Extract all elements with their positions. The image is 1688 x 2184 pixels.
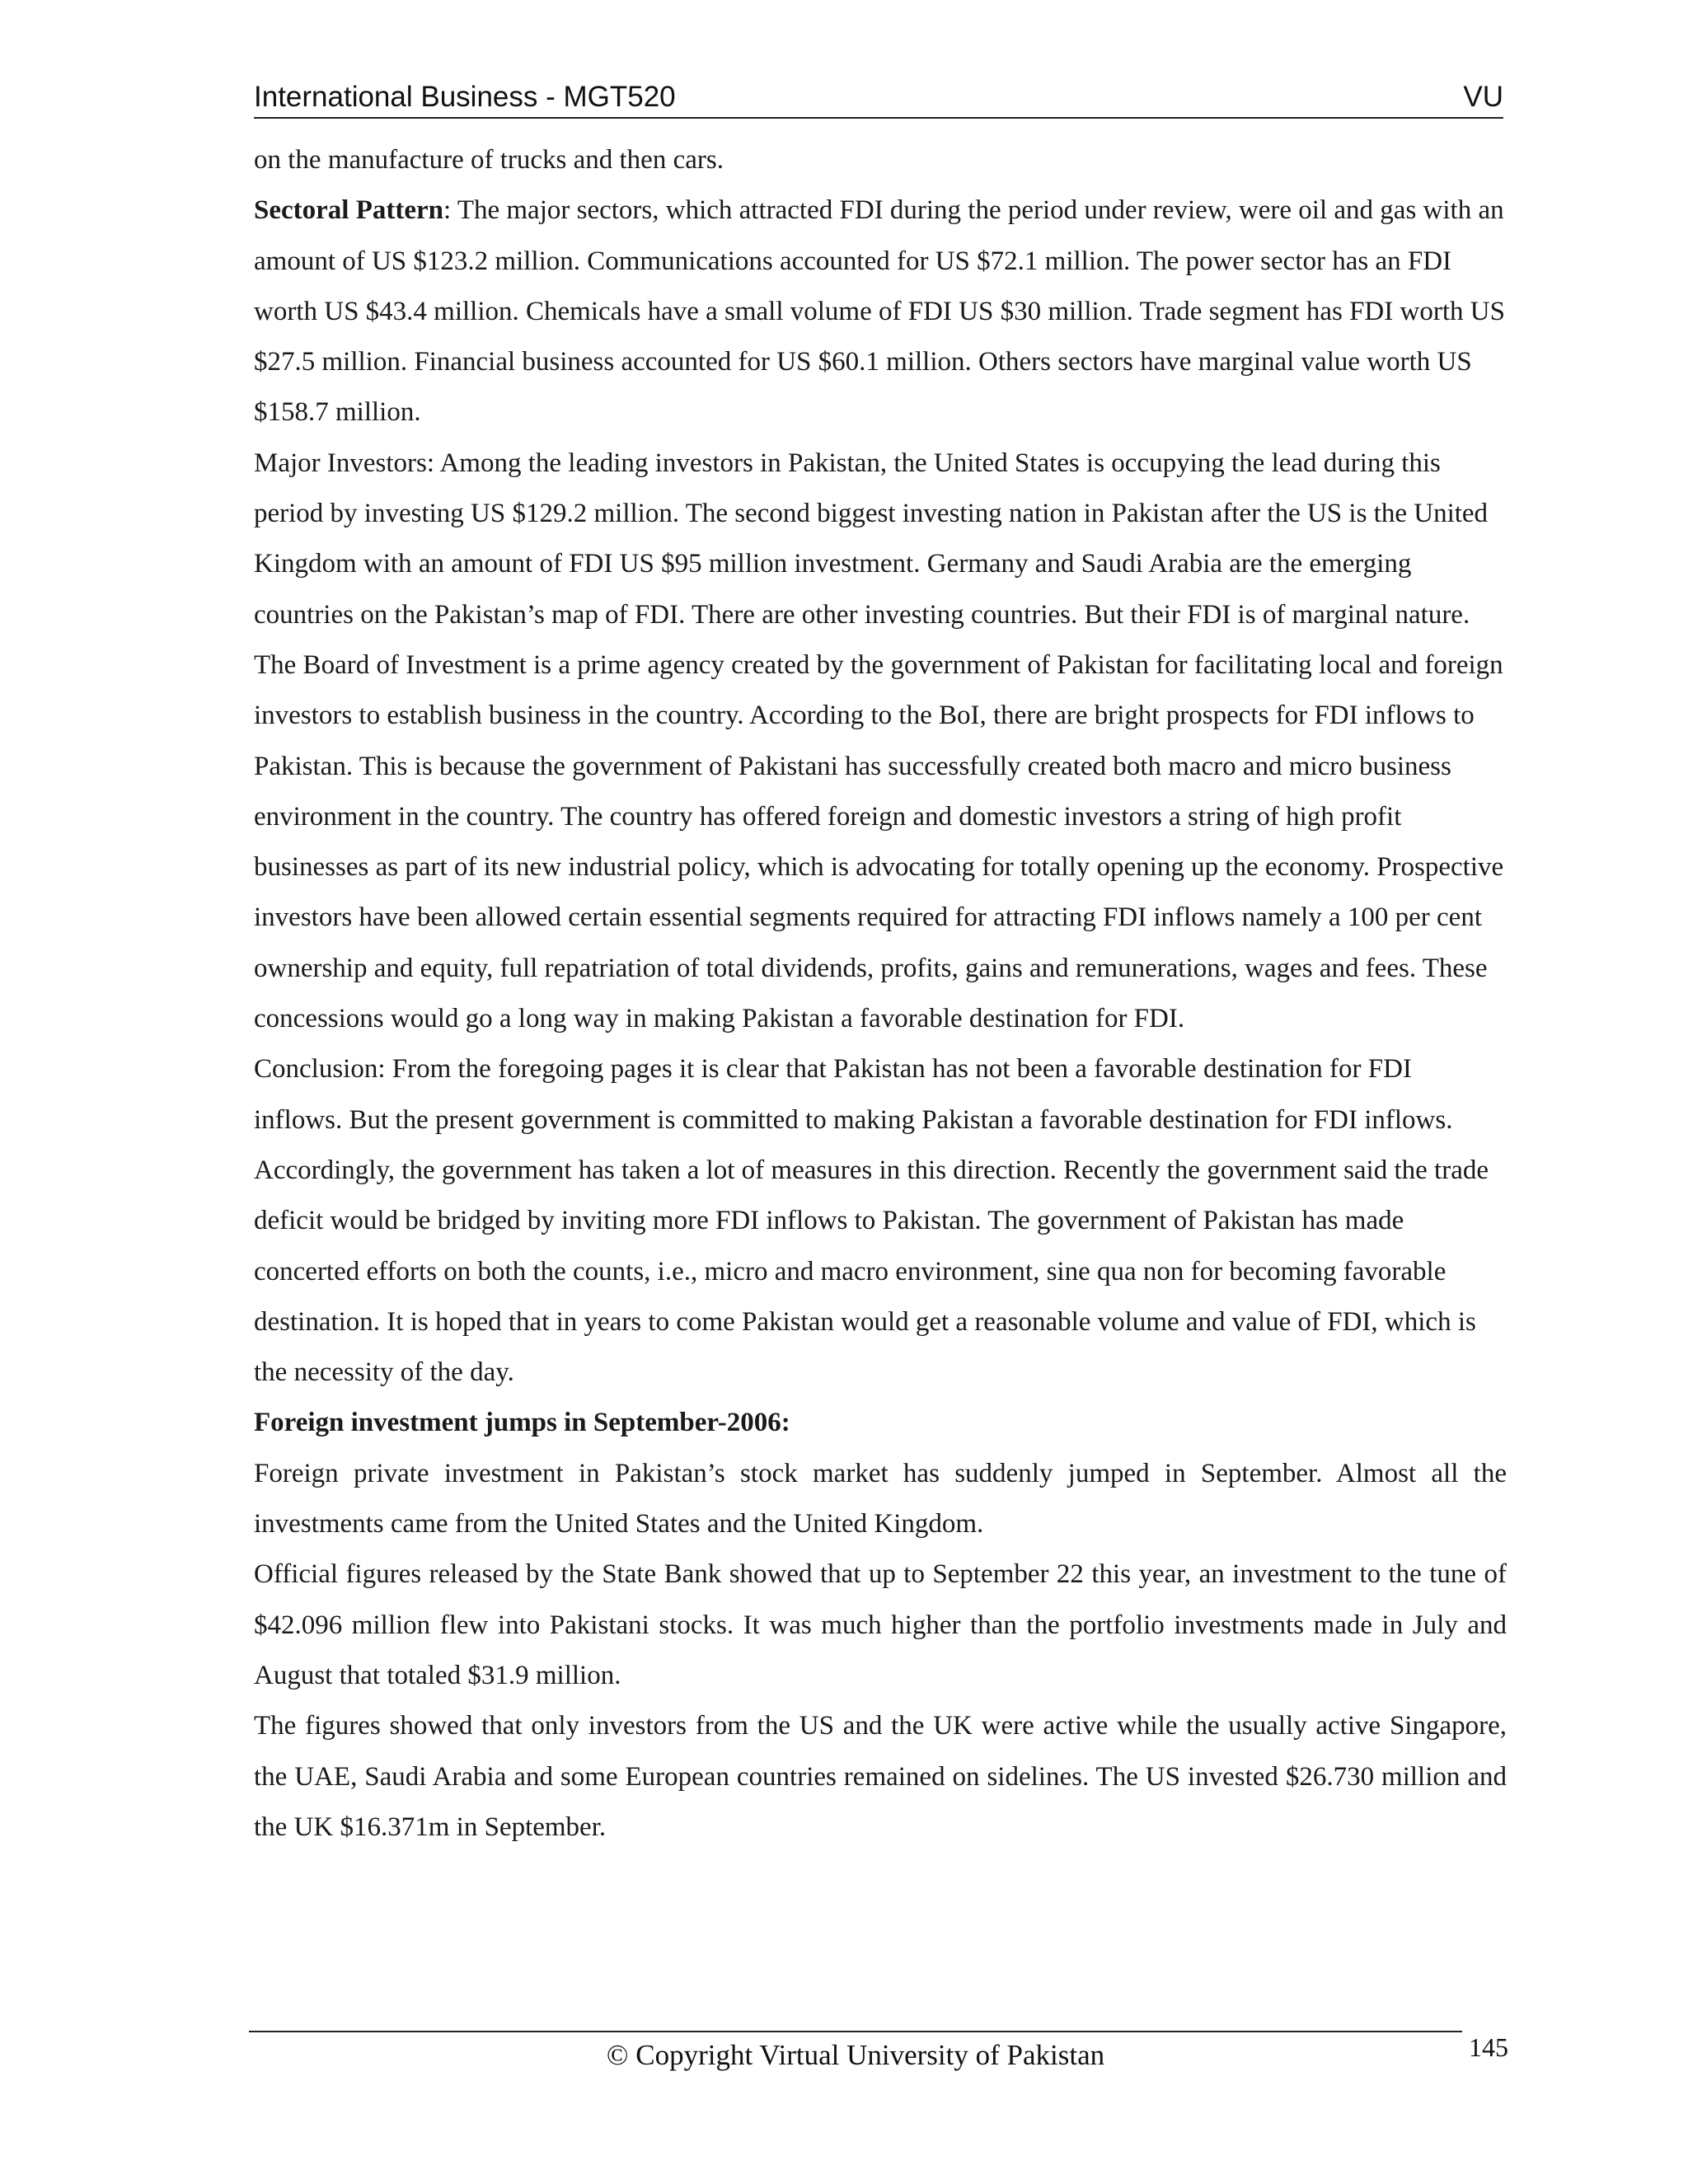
paragraph-investment-jump: Foreign private investment in Pakistan’s stock market has suddenly jumped in September. Almost all the investments came from the United States and the United Kingdom. [254, 1458, 1507, 1540]
document-body [254, 135, 1507, 1853]
page-header [254, 77, 1503, 119]
paragraph-investor-figures: The figures showed that only investors from the US and the UK were active while the usually active Singapore, the UAE, Saudi Arabia and some European countries remained on sidelines. The US invested $26.730 million and the UK $16.371m in September. [254, 1711, 1507, 1842]
paragraph-board-of-investment: The Board of Investment is a prime agency created by the government of Pakistan for facilitating local and foreign investors to establish business in the country. According to the BoI, there are bright prospects for FDI inflows to Pakistan. This is because the government of Pakistani has successfully created both macro and micro business environment in the country. The country has offered foreign and domestic investors a string of high profit businesses as part of its new industrial policy, which is advocating for totally opening up the economy. Prospective investors have been allowed certain essential segments required for attracting FDI inflows namely a 100 per cent ownership and equity, full repatriation of total dividends, profits, gains and remunerations, wages and fees. These concessions would go a long way in making Pakistan a favorable destination for FDI. [254, 649, 1504, 1034]
page-number: 145 [1469, 2032, 1508, 2062]
paragraph-major-investors: Major Investors: Among the leading investors in Pakistan, the United States is occupying the lead during this period by investing US $129.2 million. The second biggest investing nation in Pakistan after the US is the United Kingdom with an amount of FDI US $95 million investment. Germany and Saudi Arabia are the emerging countries on the Pakistan’s map of FDI. There are other investing countries. But their FDI is of marginal nature. [254, 448, 1489, 630]
copyright-notice: © Copyright Virtual University of Pakistan [606, 2039, 1105, 2071]
course-title: International Business - MGT520 [254, 81, 676, 113]
paragraph-sectoral-pattern [254, 185, 1507, 438]
footer-divider [249, 2031, 1462, 2032]
sectoral-pattern-text: : The major sectors, which attracted FDI during the period under review, were oil and gas with an amount of US $123.2 million. Communications accounted for US $72.1 million. The power sector has an FDI worth US $43.4 million. Chemicals have a small volume of FDI US $30 million. Trade segment has FDI worth US $27.5 million. Financial business accounted for US $60.1 million. Others sectors have marginal value worth US $158.7 million. [254, 195, 1505, 428]
section-heading: Foreign investment jumps in September-2006: [254, 1408, 790, 1438]
sectoral-pattern-heading: Sectoral Pattern [254, 195, 443, 226]
paragraph-official-figures: Official figures released by the State Bank showed that up to September 22 this year, an investment to the tune of $42.096 million flew into Pakistani stocks. It was much higher than the portfolio investments made in July and August that totaled $31.9 million. [254, 1559, 1507, 1690]
paragraph-continuation: on the manufacture of trucks and then cars. [254, 145, 724, 175]
institution-abbrev: VU [1463, 81, 1503, 113]
paragraph-conclusion: Conclusion: From the foregoing pages it is clear that Pakistan has not been a favorable destination for FDI inflows. But the present government is committed to making Pakistan a favorable destination for FDI inflows. Accordingly, the government has taken a lot of measures in this direction. Recently the government said the trade deficit would be bridged by inviting more FDI inflows to Pakistan. The government of Pakistan has made concerted efforts on both the counts, i.e., micro and macro environment, sine qua non for becoming favorable destination. It is hoped that in years to come Pakistan would get a reasonable volume and value of FDI, which is the necessity of the day. [254, 1054, 1489, 1388]
